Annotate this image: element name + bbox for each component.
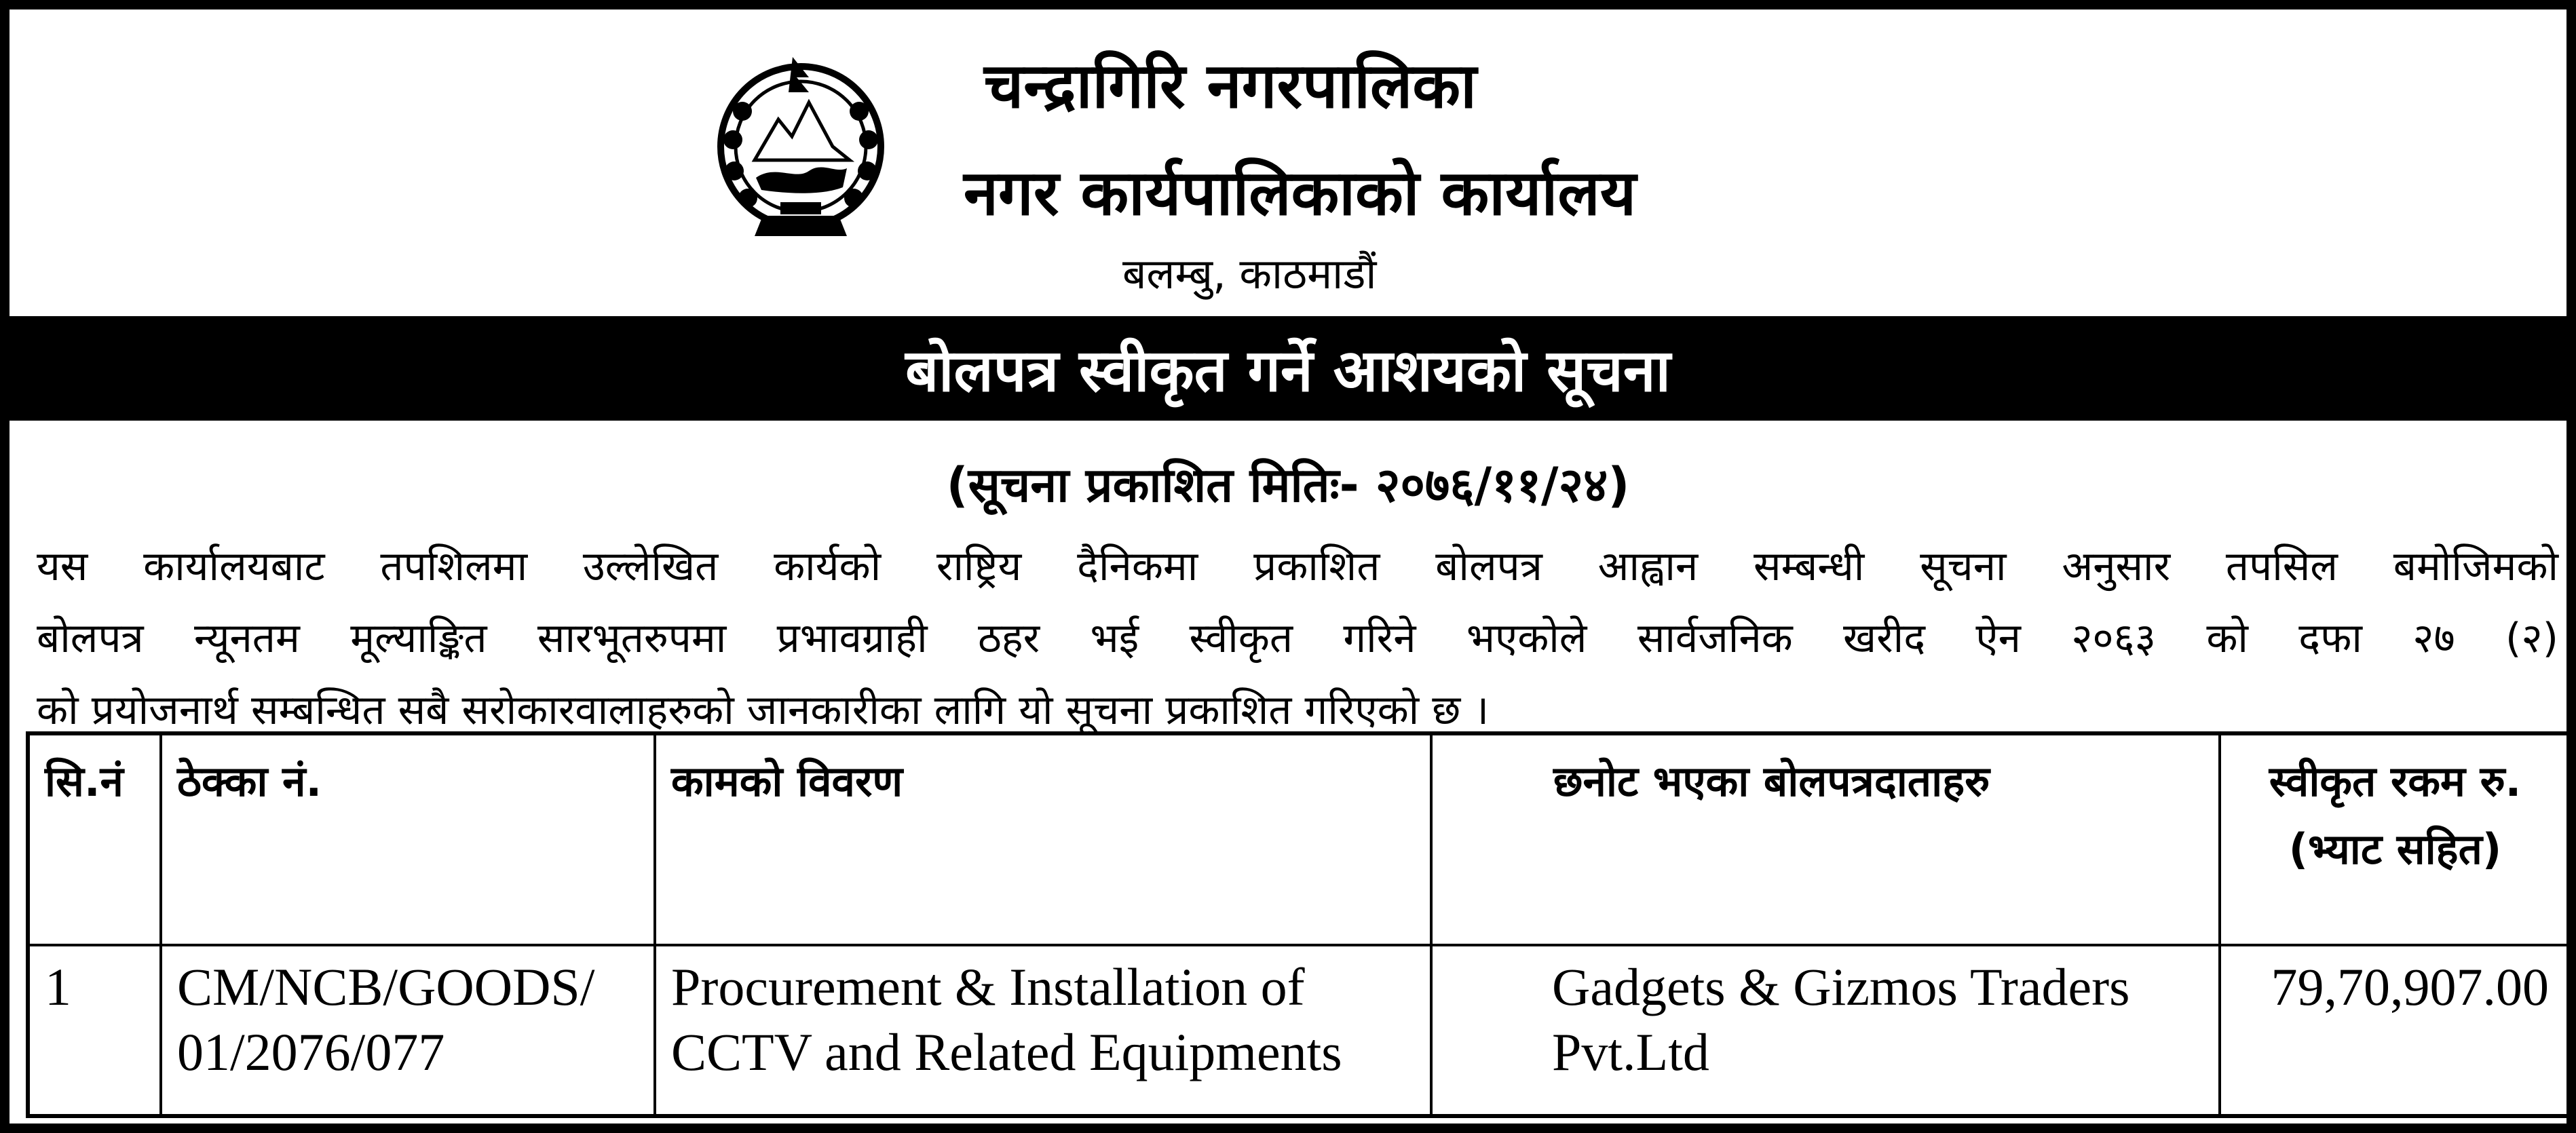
cell-sn: 1 [28,945,161,1116]
header-amount-line: (भ्याट सहित) [2288,824,2502,874]
nepal-emblem-icon [707,45,894,248]
municipality-title: चन्द्रागिरि नगरपालिका [984,50,1477,122]
notice-body-line: को प्रयोजनार्थ सम्बन्धित सबै सरोकारवालाहरुको जानकारीका लागि यो सूचना प्रकाशित गरिएको छ । [37,687,1490,734]
table-header-row [28,733,2571,945]
notice-body [37,531,2558,746]
cell-line: Pvt.Ltd [1552,1022,1709,1081]
table-row [28,945,2571,1116]
notice-body-line: बोलपत्र न्यूनतम मूल्याङ्कित सारभूतरुपमा प्रभावग्राही ठहर भई स्वीकृत गरिने भएकोले सार्वजनिक खरीद ऐन २०६३ को दफा २७ (२) [37,615,2558,662]
cell-line: 01/2076/077 [177,1022,445,1081]
cell-line: CCTV and Related Equipments [671,1022,1342,1081]
header-selected-bidders: छनोट भएका बोलपत्रदाताहरु [1431,733,2220,945]
cell-approved-amount: 79,70,907.00 [2220,945,2571,1116]
award-table [26,731,2573,1118]
cell-line: CM/NCB/GOODS/ [177,957,595,1016]
notice-banner-title: बोलपत्र स्वीकृत गर्ने आशयको सूचना [905,337,1671,405]
cell-line: Gadgets & Gizmos Traders [1552,957,2130,1016]
header [10,9,2566,308]
header-amount-line: स्वीकृत रकम रु. [2269,756,2522,806]
cell-contract-no [161,945,655,1116]
cell-work-description [655,945,1431,1116]
cell-selected-bidder [1431,945,2220,1116]
header-work-description: कामको विवरण [655,733,1431,945]
published-date: (सूचना प्रकाशित मितिः- २०७६/११/२४) [946,457,1630,513]
header-contract-no: ठेक्का नं. [161,733,655,945]
header-sn: सि.नं [28,733,161,945]
office-address: बलम्बु, काठमाडौं [1122,249,1377,299]
office-title: नगर कार्यपालिकाको कार्यालय [964,157,1637,229]
header-approved-amount [2220,733,2571,945]
notice-banner [10,316,2566,421]
notice-body-line: यस कार्यालयबाट तपशिलमा उल्लेखित कार्यको राष्ट्रिय दैनिकमा प्रकाशित बोलपत्र आह्वान सम्बन्धी सूचना अनुसार तपसिल बमोजिमको [37,543,2558,590]
cell-line: Procurement & Installation of [671,957,1305,1016]
